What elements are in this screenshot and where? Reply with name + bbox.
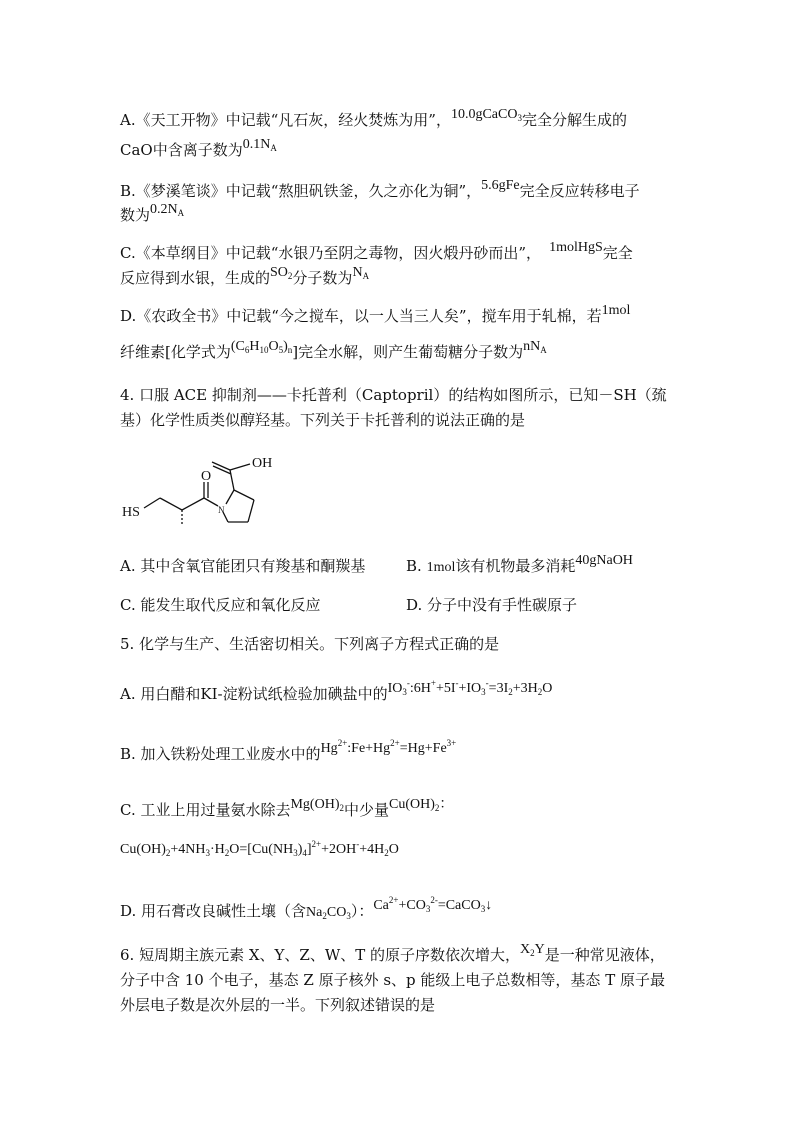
q4-option-a: A. 其中含氧官能团只有羧基和酮羰基 bbox=[120, 557, 366, 575]
captopril-structure bbox=[120, 450, 300, 540]
q4-stem-line1: 4. 口服 ACE 抑制剂——卡托普利（Captopril）的结构如图所示，已知－SH（巯 bbox=[120, 386, 667, 404]
q3-option-a-line1: A.《天工开物》中记载“凡石灰，经火焚炼为用”，10.0gCaCO$_3$完全分解生成的 bbox=[120, 107, 627, 129]
bond-cooh-o-double-a bbox=[212, 462, 230, 470]
q5-option-a: A. 用白醋和KI-淀粉试纸检验加碘盐中的$IO_3^-:6H^++5I^-+IO_3^-=3I_2+3H_2O$ bbox=[120, 678, 553, 703]
na2co3-formula: $Na_2CO_3$ bbox=[306, 905, 351, 921]
equation-a: $IO_3^-:6H^++5I^-+IO_3^-=3I_2+3H_2O$ bbox=[387, 678, 553, 697]
q5-option-c-line2 bbox=[120, 834, 399, 863]
cellulose-formula: $(C_6H_{10}O_5)_n$ bbox=[230, 339, 293, 355]
q4-option-c: C. 能发生取代反应和氧化反应 bbox=[120, 596, 321, 614]
equation-b: $Hg^{2+}:Fe+Hg^{2+}=Hg+Fe^{3+}$ bbox=[320, 738, 457, 756]
na-formula: $N_A$ bbox=[352, 265, 370, 281]
q6-stem-line2: 分子中含 10 个电子，基态 Z 原子核外 s、p 能级上电子总数相等，基态 T 原子最 bbox=[120, 971, 665, 989]
q3-option-c-line1: C.《本草纲目》中记载“水银乃至阴之毒物，因火煅丹砂而出”， 1molHgS完全 bbox=[120, 240, 633, 262]
ring-n-ca bbox=[226, 490, 234, 504]
cuoh2-formula: $Cu(OH)_2$： bbox=[389, 797, 454, 813]
q4-option-b: B. 1mol该有机物最多消耗40gNaOH bbox=[406, 553, 633, 575]
equation-d: $Ca^{2+}+CO_3^{2-}=CaCO_3↓$ bbox=[373, 895, 493, 914]
bond-cooh-oh bbox=[230, 464, 250, 470]
q4-option-d: D. 分子中没有手性碳原子 bbox=[406, 596, 578, 614]
q4-stem-line2: 基）化学性质类似醇羟基。下列关于卡托普利的说法正确的是 bbox=[120, 411, 526, 429]
atom-n: N bbox=[218, 505, 225, 515]
q5-stem: 5. 化学与生产、生活密切相关。下列离子方程式正确的是 bbox=[120, 635, 500, 653]
electron-count-formula: $0.2N_A$ bbox=[150, 202, 185, 218]
q3-option-d-line1: D.《农政全书》中记载“今之搅车，以一人当三人矣”，搅车用于轧棉，若1mol bbox=[120, 303, 631, 325]
bond-c1-c2 bbox=[160, 498, 182, 510]
bond-c2-c3 bbox=[182, 498, 204, 510]
q5-option-b: B. 加入铁粉处理工业废水中的$Hg^{2+}:Fe+Hg^{2+}=Hg+Fe^{3+}$ bbox=[120, 738, 457, 763]
q6-stem-line1: 6. 短周期主族元素 X、Y、Z、W、T 的原子序数依次增大，$X_2Y$是一种常见液体， bbox=[120, 942, 665, 964]
fe-mass-formula: 5.6gFe bbox=[481, 178, 520, 193]
bond-ca-ccooh bbox=[230, 470, 234, 490]
ion-count-formula: $0.1N_A$ bbox=[242, 137, 277, 153]
naoh-mass-formula: 40gNaOH bbox=[575, 553, 633, 568]
equation-c: $Cu(OH)_2+4NH_3\cdot H_2O=[Cu(NH_3)_4]^{2+}+2OH^-+4H_2O$ bbox=[120, 839, 399, 858]
q5-option-d: D. 用石膏改良碱性土壤（含$Na_2CO_3$）：$Ca^{2+}+CO_3^{2-}=CaCO_3↓$ bbox=[120, 895, 493, 921]
ring-ca-cb bbox=[234, 490, 254, 500]
q3-option-c-line2: 反应得到水银，生成的$SO_2$分子数为$N_A$ bbox=[120, 265, 370, 287]
x2y-formula: $X_2Y$ bbox=[520, 942, 545, 958]
caco3-mass-formula: 10.0gCaCO$_3$ bbox=[450, 107, 522, 123]
bond-cooh-o-double-b bbox=[213, 466, 231, 474]
q3-option-b-line2: 数为$0.2N_A$ bbox=[120, 202, 185, 224]
bond-s-c1 bbox=[144, 498, 160, 508]
q6-stem-line3: 外层电子数是次外层的一半。下列叙述错误的是 bbox=[120, 996, 436, 1014]
q3-option-b-line1: B.《梦溪笔谈》中记载“熬胆矾铁釜，久之亦化为铜”，5.6gFe完全反应转移电子 bbox=[120, 178, 640, 200]
mgoh2-formula: $Mg(OH)_2$ bbox=[290, 797, 344, 813]
atom-oh: OH bbox=[252, 456, 273, 471]
q3-option-a-line2: CaO中含离子数为$0.1N_A$ bbox=[120, 137, 277, 159]
atom-o-ketone: O bbox=[201, 469, 212, 484]
hgs-mole-formula: 1molHgS bbox=[549, 240, 603, 255]
atom-hs: HS bbox=[122, 505, 140, 520]
mole-formula: 1mol bbox=[426, 560, 456, 575]
glucose-count-formula: $nN_A$ bbox=[523, 339, 547, 355]
mole-formula: 1mol bbox=[601, 303, 631, 318]
ring-cb-cc bbox=[248, 500, 254, 522]
so2-formula: $SO_2$ bbox=[270, 265, 293, 281]
bond-c3-n bbox=[204, 498, 218, 506]
q5-option-c-line1: C. 工业上用过量氨水除去$Mg(OH)_2$中少量$Cu(OH)_2$： bbox=[120, 797, 454, 819]
q3-option-d-line2: 纤维素[化学式为$(C_6H_{10}O_5)_n$]完全水解，则产生葡萄糖分子数为$nN_A$ bbox=[120, 339, 547, 361]
